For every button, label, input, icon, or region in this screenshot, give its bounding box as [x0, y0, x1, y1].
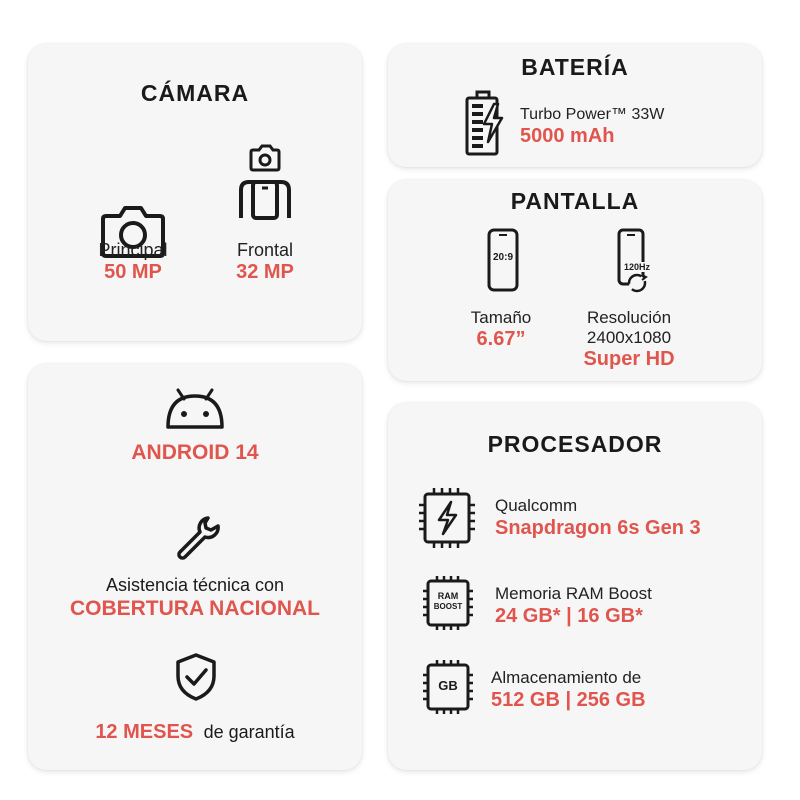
- screen-refresh-icon-text: 120Hz: [621, 262, 653, 272]
- screen-refresh-icon: [615, 228, 655, 294]
- ram-value: 24 GB* | 16 GB*: [495, 605, 643, 627]
- shield-check-icon: [174, 652, 218, 702]
- screen-size-icon: [487, 228, 519, 292]
- screen-resolution-label: Resolución: [586, 308, 672, 327]
- support-label: Asistencia técnica con: [105, 575, 285, 595]
- storage-icon-text: GB: [438, 678, 458, 693]
- screen-resolution-value: Super HD: [583, 348, 675, 370]
- camera-card: [28, 44, 362, 341]
- screen-size-value: 6.67”: [476, 328, 526, 350]
- software-card: [28, 364, 362, 770]
- camera-front-value: 32 MP: [236, 261, 294, 283]
- android-version: ANDROID 14: [131, 441, 259, 464]
- warranty-value: 12 MESES: [95, 721, 194, 743]
- ram-icon-line1: RAM: [437, 591, 459, 601]
- ram-chip-icon: [422, 575, 474, 631]
- ram-label: Memoria RAM Boost: [495, 584, 652, 603]
- screen-card: [388, 180, 762, 381]
- processor-chip-icon: [418, 487, 476, 549]
- storage-value: 512 GB | 256 GB: [491, 689, 646, 711]
- camera-main-value: 50 MP: [104, 261, 162, 283]
- screen-size-icon-text: 20:9: [492, 252, 513, 263]
- storage-label: Almacenamiento de: [491, 668, 642, 687]
- screen-resolution-detail: 2400x1080: [586, 328, 672, 347]
- camera-main-label: Principal: [98, 240, 168, 260]
- warranty-label: de garantía: [203, 722, 295, 742]
- camera-front-label: Frontal: [236, 240, 294, 260]
- battery-title: BATERÍA: [521, 54, 629, 80]
- screen-size-label: Tamaño: [470, 308, 532, 327]
- battery-card: [388, 44, 762, 167]
- battery-value: 5000 mAh: [520, 125, 615, 147]
- front-camera-icon: [237, 144, 293, 220]
- screen-title: PANTALLA: [510, 188, 640, 214]
- camera-title: CÁMARA: [140, 80, 250, 106]
- android-icon: [164, 386, 226, 430]
- ram-icon-line2: BOOST: [433, 602, 463, 611]
- battery-charging-icon: [464, 90, 504, 156]
- support-value: COBERTURA NACIONAL: [69, 597, 321, 620]
- wrench-icon: [174, 514, 220, 560]
- battery-label: Turbo Power™ 33W: [520, 106, 665, 123]
- processor-card: [388, 403, 762, 770]
- chip-label: Qualcomm: [495, 496, 578, 515]
- storage-chip-icon: [422, 659, 474, 715]
- processor-title: PROCESADOR: [487, 431, 663, 457]
- chip-value: Snapdragon 6s Gen 3: [495, 517, 701, 539]
